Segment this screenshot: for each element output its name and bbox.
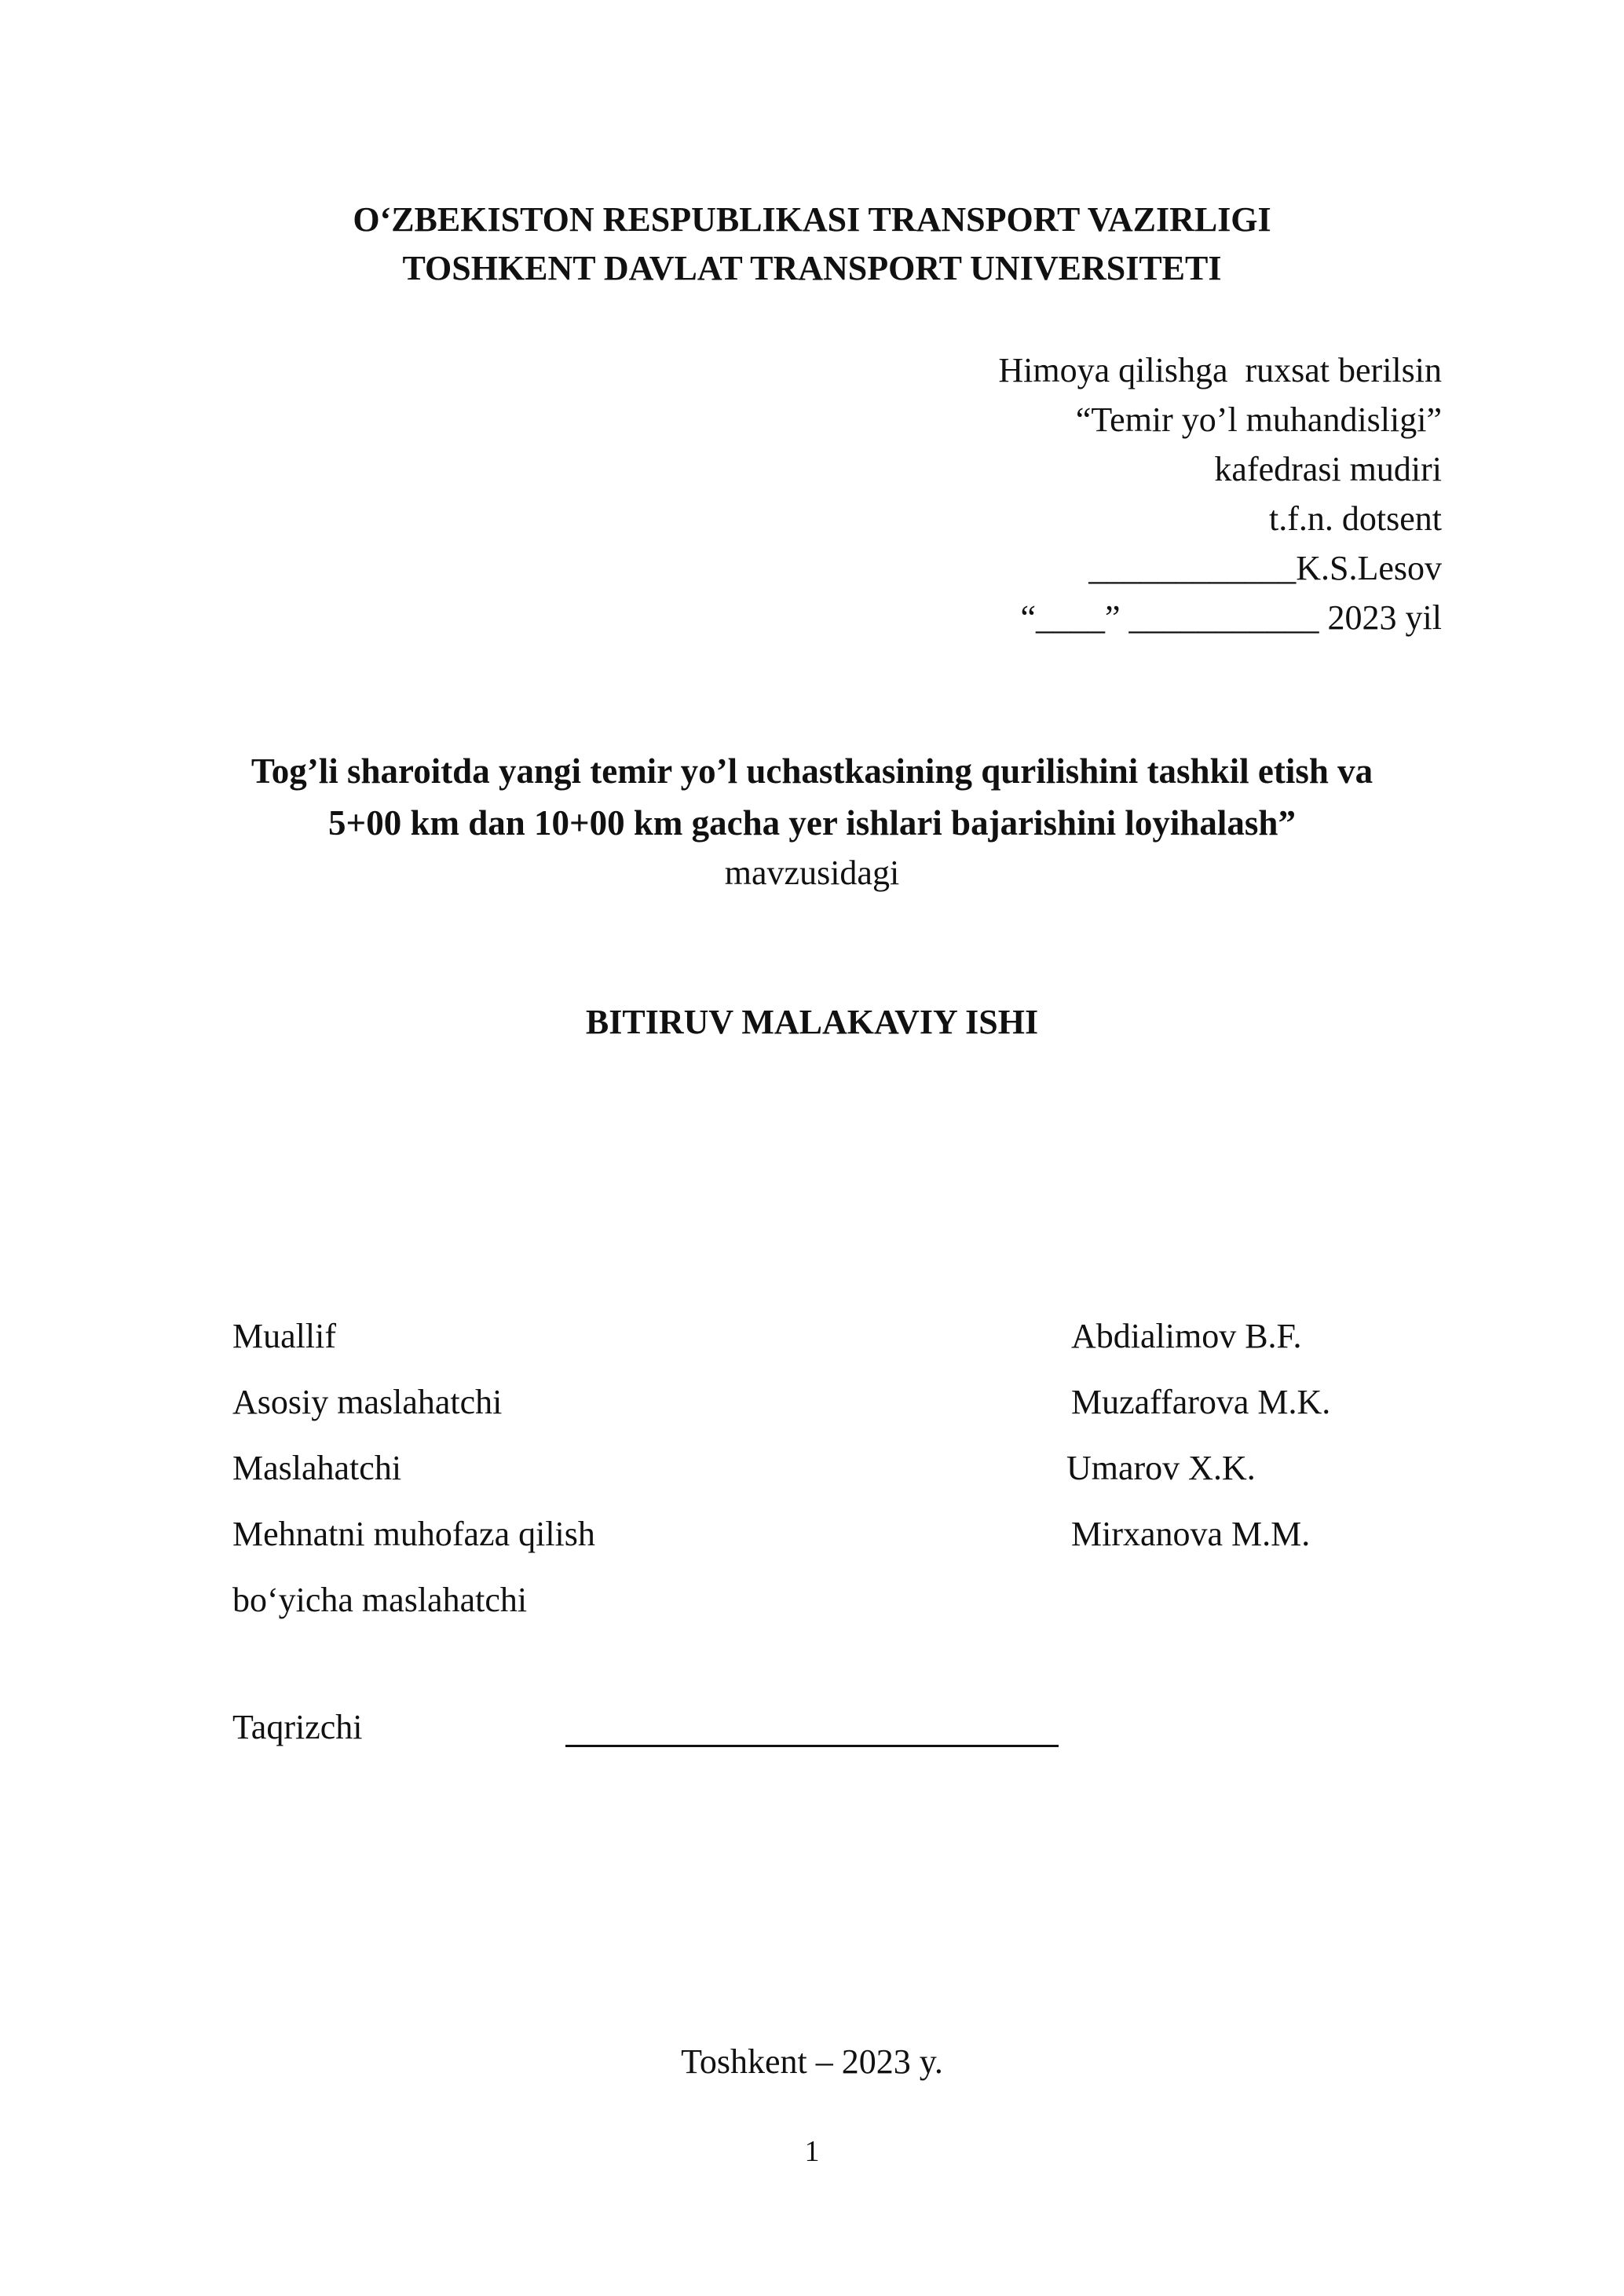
approval-date-line: “____” ___________ 2023 yil (1020, 598, 1442, 637)
page-number: 1 (804, 2135, 820, 2168)
role-name-advisor: Umarov X.K. (1066, 1449, 1256, 1487)
topic-suffix: mavzusidagi (724, 854, 900, 892)
approval-line-3: kafedrasi mudiri (1214, 450, 1442, 488)
approval-block (998, 345, 1442, 642)
role-name-safety-advisor: Mirxanova M.M. (1071, 1515, 1311, 1553)
role-label-safety-advisor-cont: bo‘yicha maslahatchi (232, 1581, 528, 1619)
reviewer-signature-line (565, 1745, 1059, 1747)
university-heading: TOSHKENT DAVLAT TRANSPORT UNIVERSITETI (402, 249, 1222, 287)
role-label-advisor: Maslahatchi (232, 1449, 402, 1487)
role-label-author: Muallif (232, 1317, 336, 1355)
role-label-main-advisor: Asosiy maslahatchi (232, 1383, 503, 1421)
role-name-author: Abdialimov B.F. (1071, 1317, 1302, 1355)
approval-line-2: “Temir yo’l muhandisligi” (1075, 400, 1442, 439)
place-year: Toshkent – 2023 y. (681, 2042, 943, 2081)
role-name-main-advisor: Muzaffarova M.K. (1071, 1383, 1331, 1421)
approval-signature-line: ____________K.S.Lesov (1088, 549, 1442, 587)
topic-line-1: Tog’li sharoitda yangi temir yo’l uchastkasining qurilishini tashkil etish va (251, 751, 1373, 791)
work-type-title: BITIRUV MALAKAVIY ISHI (585, 1003, 1039, 1041)
approval-line-1: Himoya qilishga ruxsat berilsin (998, 351, 1442, 389)
role-label-safety-advisor: Mehnatni muhofaza qilish (232, 1515, 595, 1553)
reviewer-label: Taqrizchi (232, 1708, 363, 1746)
approval-line-4: t.f.n. dotsent (1269, 499, 1442, 538)
ministry-heading: O‘ZBEKISTON RESPUBLIKASI TRANSPORT VAZIRLIGI (353, 200, 1271, 239)
topic-line-2: 5+00 km dan 10+00 km gacha yer ishlari bajarishini loyihalash” (328, 803, 1296, 843)
